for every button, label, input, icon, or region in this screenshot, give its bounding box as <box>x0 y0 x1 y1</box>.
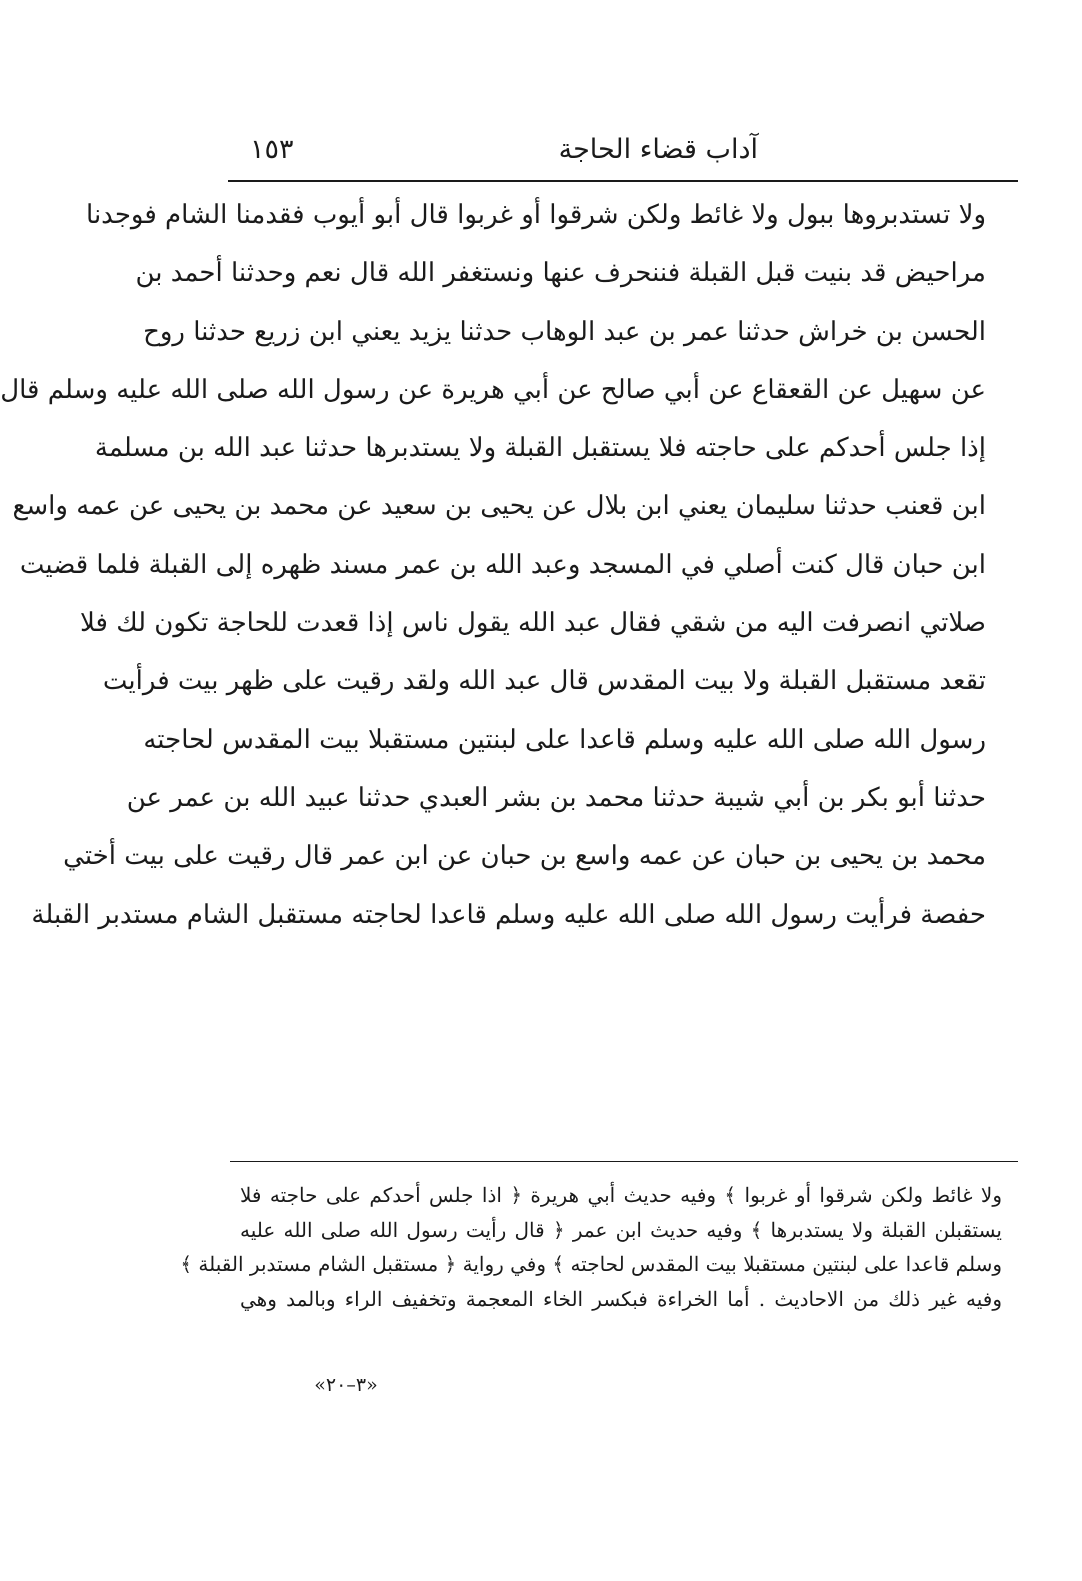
text-line: الحسن بن خراش حدثنا عمر بن عبد الوهاب حدثنا يزيد يعني ابن زريع حدثنا روح <box>143 316 986 347</box>
text-line: مراحيض قد بنيت قبل القبلة فننحرف عنها ونستغفر الله قال نعم وحدثنا أحمد بن <box>135 258 986 289</box>
commentary-text <box>180 1178 1002 1316</box>
text-line: ابن قعنب حدثنا سليمان يعني ابن بلال عن يحيى بن سعيد عن محمد بن يحيى عن عمه واسع <box>12 491 986 522</box>
commentary-line: يستقبلن القبلة ولا يستدبرها ﴾ وفيه حديث ابن عمر ﴿ قال رأيت رسول الله صلى الله عليه <box>240 1217 1002 1242</box>
text-line: إذا جلس أحدكم على حاجته فلا يستقبل القبلة ولا يستدبرها حدثنا عبد الله بن مسلمة <box>94 433 986 464</box>
commentary-line: وسلم قاعدا على لبنتين مستقبلا بيت المقدس لحاجته ﴾ وفي رواية ﴿ مستقبل الشام مستدبر القبلة ﴾ <box>180 1252 1002 1276</box>
text-line: صلاتي انصرفت اليه من شقي فقال عبد الله يقول ناس إذا قعدت للحاجة تكون لك فلا <box>79 608 986 639</box>
text-line: تقعد مستقبل القبلة ولا بيت المقدس قال عبد الله ولقد رقيت على ظهر بيت فرأيت <box>102 666 986 697</box>
page-header <box>228 128 1018 172</box>
hadith-text <box>0 186 986 944</box>
text-line: حفصة فرأيت رسول الله صلى الله عليه وسلم قاعدا لحاجته مستقبل الشام مستدبر القبلة <box>31 899 986 930</box>
commentary-line: ولا غائط ولكن شرقوا أو غربوا ﴾ وفيه حديث أبي هريرة ﴿ اذا جلس أحدكم على حاجته فلا <box>240 1183 1002 1207</box>
commentary-line: وفيه غير ذلك من الاحاديث . أما الخراءة فبكسر الخاء المعجمة وتخفيف الراء وبالمد وهي <box>240 1286 1002 1311</box>
text-line: ابن حبان قال كنت أصلي في المسجد وعبد الله بن عمر مسند ظهره إلى القبلة فلما قضيت <box>19 549 986 580</box>
text-line: محمد بن يحيى بن حبان عن عمه واسع بن حبان عن ابن عمر قال رقيت على بيت أختي <box>63 841 986 872</box>
header-rule <box>228 180 1018 182</box>
text-line: حدثنا أبو بكر بن أبي شيبة حدثنا محمد بن بشر العبدي حدثنا عبيد الله بن عمر عن <box>126 782 986 813</box>
text-line: رسول الله صلى الله عليه وسلم قاعدا على لبنتين مستقبلا بيت المقدس لحاجته <box>143 724 986 755</box>
page-number: ١٥٣ <box>250 134 294 165</box>
commentary-rule <box>230 1161 1018 1162</box>
signature-mark: «٣–٢٠» <box>314 1374 378 1396</box>
text-line: عن سهيل عن القعقاع عن أبي صالح عن أبي هريرة عن رسول الله صلى الله عليه وسلم قال <box>0 374 986 405</box>
running-title: آداب قضاء الحاجة <box>558 134 758 165</box>
text-line: ولا تستدبروها ببول ولا غائط ولكن شرقوا أو غربوا قال أبو أيوب فقدمنا الشام فوجدنا <box>86 200 986 230</box>
